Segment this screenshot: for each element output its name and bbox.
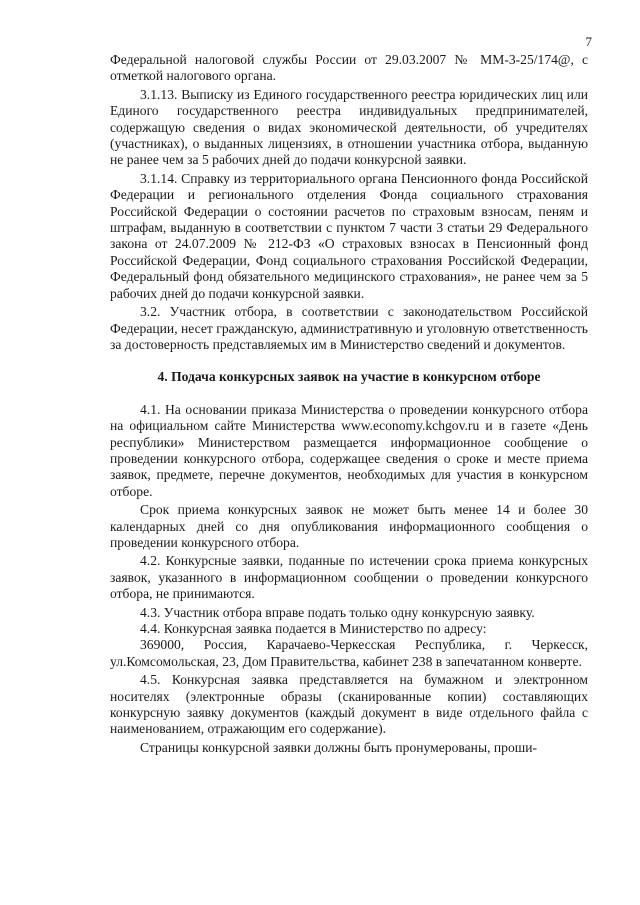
paragraph-4-5: 4.5. Конкурсная заявка представляется на бумажном и электронном носителях (электронные образы (сканированные копии) составляющих конкурсную заявку документов (каждый документ в виде отдельного файла с наименованием, отражающим его содержание). xyxy=(110,672,588,737)
paragraph-3-1-12-end: Федеральной налоговой службы России от 29.03.2007 № ММ-3-25/174@, с отметкой налогового органа. xyxy=(110,52,588,84)
paragraph-3-1-13: 3.1.13. Выписку из Единого государственного реестра юридических лиц или Единого государственного реестра индивидуальных предпринимателей, содержащую сведения о видах экономической деятельности, об учредителях (участниках), о выданных лицензиях, в отношении участника отбора, выданную не ранее чем за 5 рабочих дней до подачи конкурсной заявки. xyxy=(110,86,588,168)
paragraph-4-4-address: 369000, Россия, Карачаево-Черкесская Республика, г. Черкесск, ул.Комсомольская, 23, Дом Правительства, кабинет 238 в запечатанном конверте. xyxy=(110,637,588,669)
paragraph-3-1-14: 3.1.14. Справку из территориального органа Пенсионного фонда Российской Федерации и регионального отделения Фонда социального страхования Российской Федерации о состоянии расчетов по страховым взносам, пеням и штрафам, выданную в соответствии с пунктом 7 части 3 статьи 29 Федерального закона от 24.07.2009 № 212-ФЗ «О страховых взносах в Пенсионный фонд Российской Федерации, Фонд социального страхования Российской Федерации, Федеральный фонд обязательного медицинского страхования», не ранее чем за 5 рабочих дней до подачи конкурсной заявки. xyxy=(110,170,588,301)
page-number: 7 xyxy=(585,34,592,49)
paragraph-3-2: 3.2. Участник отбора, в соответствии с законодательством Российской Федерации, несет гражданскую, административную и уголовную ответственность за достоверность представляемых им в Министерство сведений и документов. xyxy=(110,304,588,352)
paragraph-4-4: 4.4. Конкурсная заявка подается в Министерство по адресу: xyxy=(140,621,487,636)
section-4-heading: 4. Подача конкурсных заявок на участие в конкурсном отборе xyxy=(157,369,541,385)
paragraph-4-2: 4.2. Конкурсные заявки, поданные по истечении срока приема конкурсных заявок, указанного в информационном сообщении о проведении конкурсного отбора, не принимаются. xyxy=(110,553,588,602)
paragraph-4-3: 4.3. Участник отбора вправе подать только одну конкурсную заявку. xyxy=(140,604,535,620)
paragraph-4-5-pages: Страницы конкурсной заявки должны быть пронумерованы, проши- xyxy=(140,739,538,755)
paragraph-4-1-term: Срок приема конкурсных заявок не может быть менее 14 и более 30 календарных дней со дня опубликования информационного сообщения о проведении конкурсного отбора. xyxy=(110,502,588,550)
paragraph-4-1: 4.1. На основании приказа Министерства о проведении конкурсного отбора на официальном сайте Министерства www.economy.kchgov.ru и в газете «День республики» Министерством размещается информационное сообщение о проведении конкурсного отбора, содержащее сведения о сроке и месте приема заявок, предмете, перечне документов, необходимых для участия в конкурсном отборе. xyxy=(110,401,588,499)
